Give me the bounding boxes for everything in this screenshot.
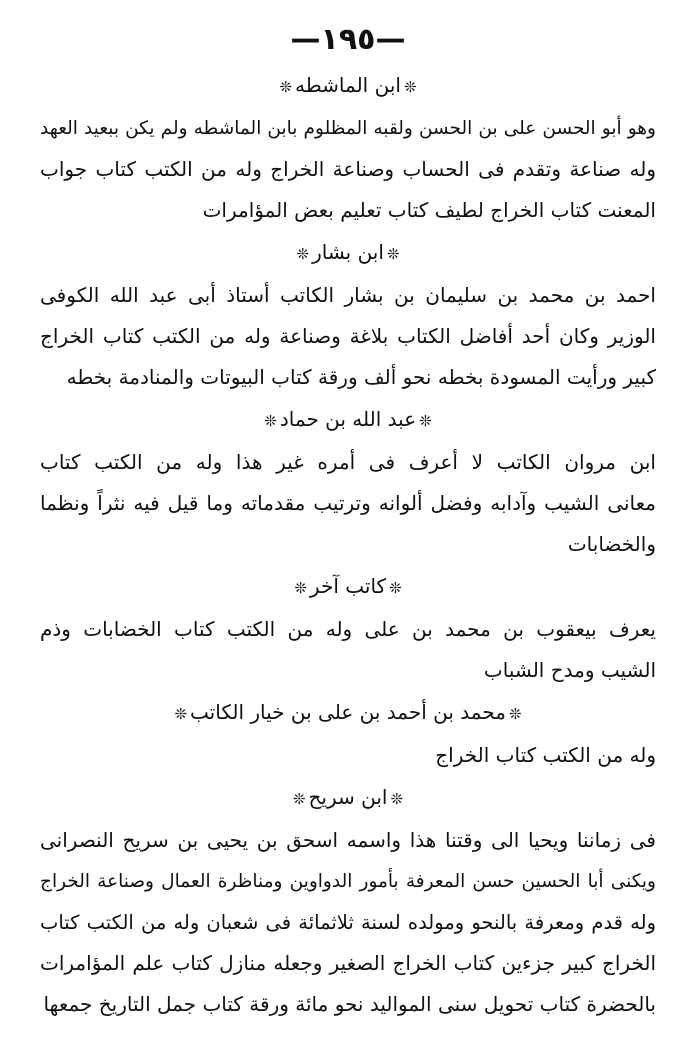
text-line: الوزير وكان أحد أفاضل الكتاب بلاغة وصناعة وله من الكتب كتاب الخراج: [40, 324, 656, 348]
ornament-icon: ❊: [174, 705, 188, 723]
text-line: بالحضرة كتاب تحويل سنى المواليد نحو مائة ورقة كتاب جمل التاريخ جمعها: [43, 992, 656, 1016]
ornament-icon: ❊: [389, 579, 402, 597]
entry-heading: [40, 695, 656, 735]
ornament-icon: ❊: [508, 705, 522, 723]
text-line: وهو أبو الحسن على بن الحسن ولقبه المظلوم بابن الماشطه ولم يكن ببعيد العهد: [40, 118, 656, 139]
page-number: —١٩٥—: [290, 22, 406, 57]
text-line: الشيب ومدح الشباب: [483, 658, 656, 682]
entry: [40, 402, 656, 565]
entries-container: [40, 68, 656, 1025]
ornament-icon: ❊: [292, 790, 306, 808]
entry: [40, 569, 656, 691]
text-line: كبير ورأيت المسودة بخطه نحو ألف ورقة كتاب البيوتات والمنادمة بخطه: [66, 365, 656, 389]
entry: [40, 780, 656, 1025]
ornament-icon: ❊: [264, 412, 277, 430]
text-line: والخضابات: [567, 532, 656, 556]
text-line: فى زماننا ويحيا الى وقتنا هذا واسمه اسحق بن يحيى بن سريح النصرانى: [40, 828, 656, 852]
entry: [40, 68, 656, 231]
text-line: ابن مروان الكاتب لا أعرف فى أمره غير هذا وله من الكتب كتاب: [40, 450, 656, 474]
entry-heading-text: كاتب آخر: [309, 574, 387, 598]
ornament-icon: ❊: [294, 579, 307, 597]
entry-heading: [40, 68, 656, 108]
entry: [40, 695, 656, 776]
text-line: المعنت كتاب الخراج لطيف كتاب تعليم بعض المؤامرات: [202, 198, 656, 222]
ornament-icon: ❊: [279, 78, 293, 96]
ornament-icon: ❊: [386, 245, 400, 263]
entry-heading-text: ابن سريح: [308, 785, 388, 809]
ornament-icon: ❊: [296, 245, 310, 263]
entry-heading-text: محمد بن أحمد بن على بن خيار الكاتب: [190, 700, 506, 724]
entry-heading-text: ابن الماشطه: [295, 73, 401, 97]
ornament-icon: ❊: [403, 78, 417, 96]
entry-heading-text: ابن بشار: [312, 240, 384, 264]
text-line: يعرف بيعقوب بن محمد بن على وله من الكتب كتاب الخضابات وذم: [40, 617, 656, 641]
entry-heading: [40, 569, 656, 609]
text-line: ويكنى أبا الحسين حسن المعرفة بأمور الدواوين ومناظرة العمال وصناعة الخراج: [40, 871, 656, 892]
entry-heading: [40, 402, 656, 442]
text-line: وله قدم ومعرفة بالنحو ومولده لسنة ثلاثمائة فى شعبان وله من الكتب كتاب: [40, 911, 656, 934]
ornament-icon: ❊: [390, 790, 404, 808]
entry-heading: [40, 235, 656, 275]
text-line: وله صناعة وتقدم فى الحساب وصناعة الخراج وله من الكتب كتاب جواب: [40, 157, 656, 181]
text-line: معانى الشيب وآدابه وفضل ألوانه وترتيب مقدماته وما قيل فيه نثراً ونظما: [40, 491, 656, 515]
text-line: الخراج كبير جزءين كتاب الخراج الصغير وجعله منازل كتاب علم المؤامرات: [40, 951, 656, 975]
text-line: احمد بن محمد بن سليمان بن بشار الكاتب أستاذ أبى عبد الله الكوفى: [40, 283, 656, 307]
ornament-icon: ❊: [419, 412, 432, 430]
entry: [40, 235, 656, 398]
entry-heading: [40, 780, 656, 820]
text-line: وله من الكتب كتاب الخراج: [435, 743, 656, 767]
entry-heading-text: عبد الله بن حماد: [279, 407, 417, 431]
document-page: [40, 18, 656, 1029]
